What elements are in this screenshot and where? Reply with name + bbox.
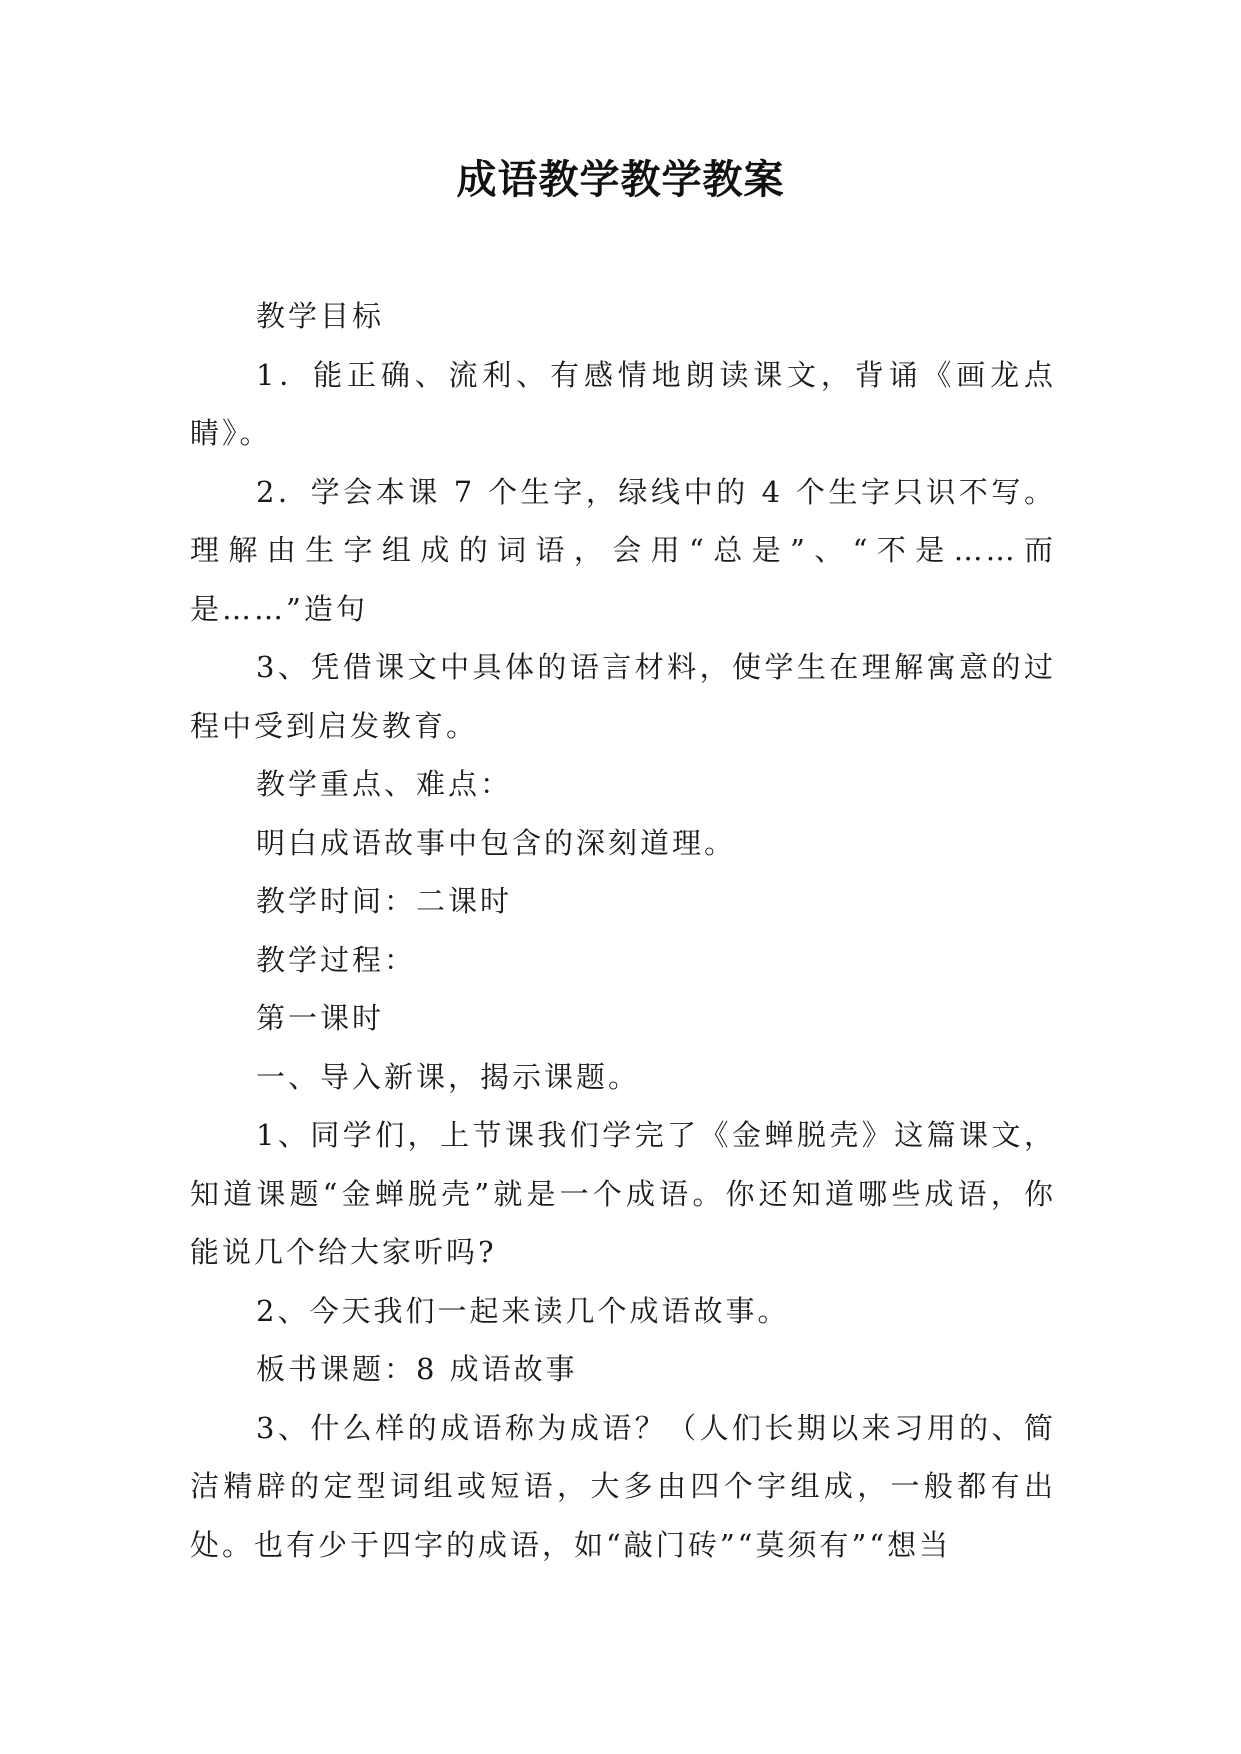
paragraph-step-2: 2、今天我们一起来读几个成语故事。 [256, 1293, 790, 1328]
paragraph-step-3: 3、什么样的成语称为成语？（人们长期以来习用的、简洁精辟的定型词组或短语，大多由四个字组成，一般都有出处。也有少于四字的成语，如“敲门砖”“莫须有”“想当 [190, 1410, 1056, 1562]
paragraph-key-points: 明白成语故事中包含的深刻道理。 [256, 825, 737, 860]
paragraph-board-title: 板书课题：8 成语故事 [256, 1352, 578, 1386]
paragraph-teaching-time: 教学时间：二课时 [256, 884, 513, 918]
paragraph-goal-1: 1．能正确、流利、有感情地朗读课文，背诵《画龙点睛》。 [190, 357, 1056, 450]
paragraph-teaching-goals-heading: 教学目标 [256, 299, 385, 333]
paragraph-step-1: 1、同学们，上节课我们学完了《金蝉脱壳》这篇课文，知道课题“金蝉脱壳”就是一个成语。你还知道哪些成语，你能说几个给大家听吗? [190, 1118, 1056, 1269]
paragraph-goal-2: 2．学会本课 7 个生字，绿线中的 4 个生字只识不写。理解由生字组成的词语，会用“总是”、“不是……而是……”造句 [190, 474, 1056, 626]
paragraph-goal-3: 3、凭借课文中具体的语言材料，使学生在理解寓意的过程中受到启发教育。 [190, 650, 1056, 743]
document-title: 成语教学教学教案 [456, 157, 785, 203]
paragraph-key-points-heading: 教学重点、难点： [256, 767, 513, 801]
document-body [190, 287, 1056, 1574]
paragraph-section-intro: 一、导入新课，揭示课题。 [256, 1059, 641, 1094]
paragraph-first-lesson: 第一课时 [256, 1001, 385, 1035]
paragraph-process-heading: 教学过程： [256, 942, 417, 977]
